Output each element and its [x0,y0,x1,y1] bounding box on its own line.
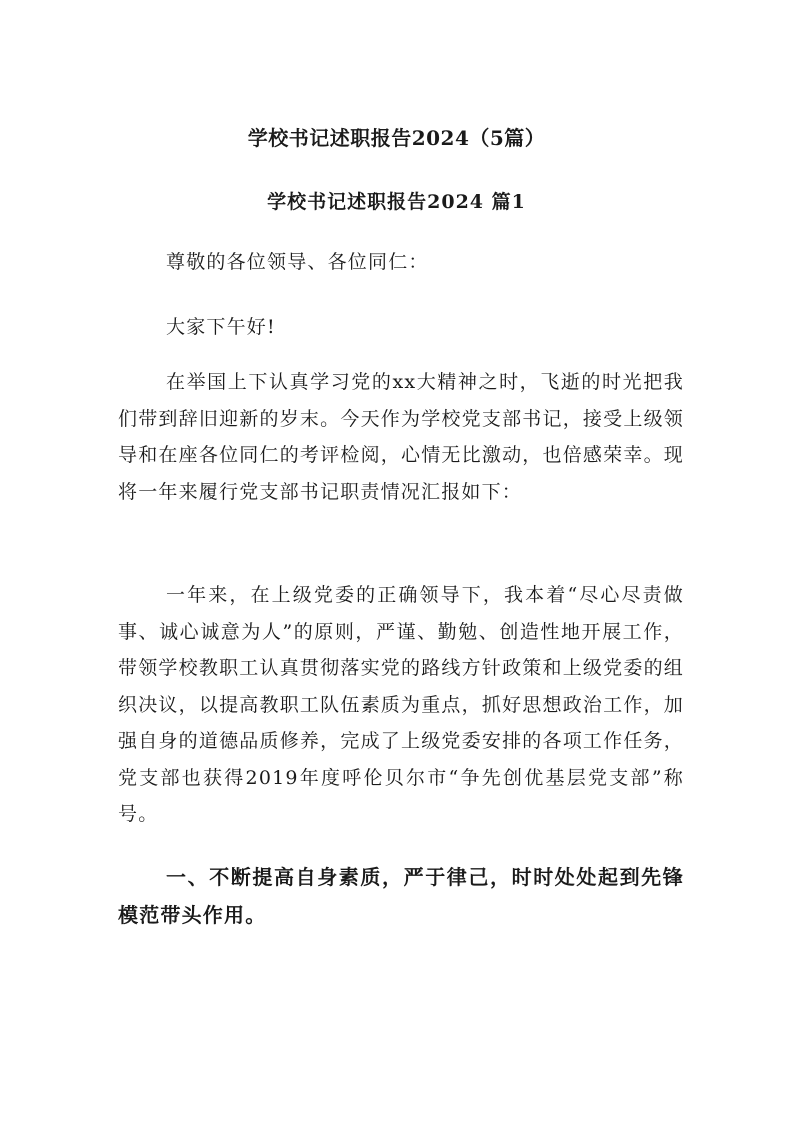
intro-paragraph: 在举国上下认真学习党的xx大精神之时，飞逝的时光把我们带到辞旧迎新的岁末。今天作为学校党支部书记，接受上级领导和在座各位同仁的考评检阅，心情无比激动，也倍感荣幸。现将一年来履行党支部书记职责情况汇报如下： [118,371,684,503]
subheading-one: 一、不断提高自身素质，严于律己，时时处处起到先锋模范带头作用。 [118,865,684,927]
section-title: 学校书记述职报告2024 篇1 [267,191,526,213]
document-title: 学校书记述职报告2024（5篇） [247,126,546,150]
greeting-paragraph: 大家下午好! [166,316,276,338]
body-paragraph: 一年来，在上级党委的正确领导下，我本着“尽心尽责做事、诚心诚意为人”的原则，严谨、勤勉、创造性地开展工作，带领学校教职工认真贯彻落实党的路线方针政策和上级党委的组织决议，以提高教职工队伍素质为重点，抓好思想政治工作，加强自身的道德品质修养，完成了上级党委安排的各项工作任务，党支部也获得2019年度呼伦贝尔市“争先创优基层党支部”称号。 [118,584,684,825]
salutation-paragraph: 尊敬的各位领导、各位同仁： [166,251,429,273]
